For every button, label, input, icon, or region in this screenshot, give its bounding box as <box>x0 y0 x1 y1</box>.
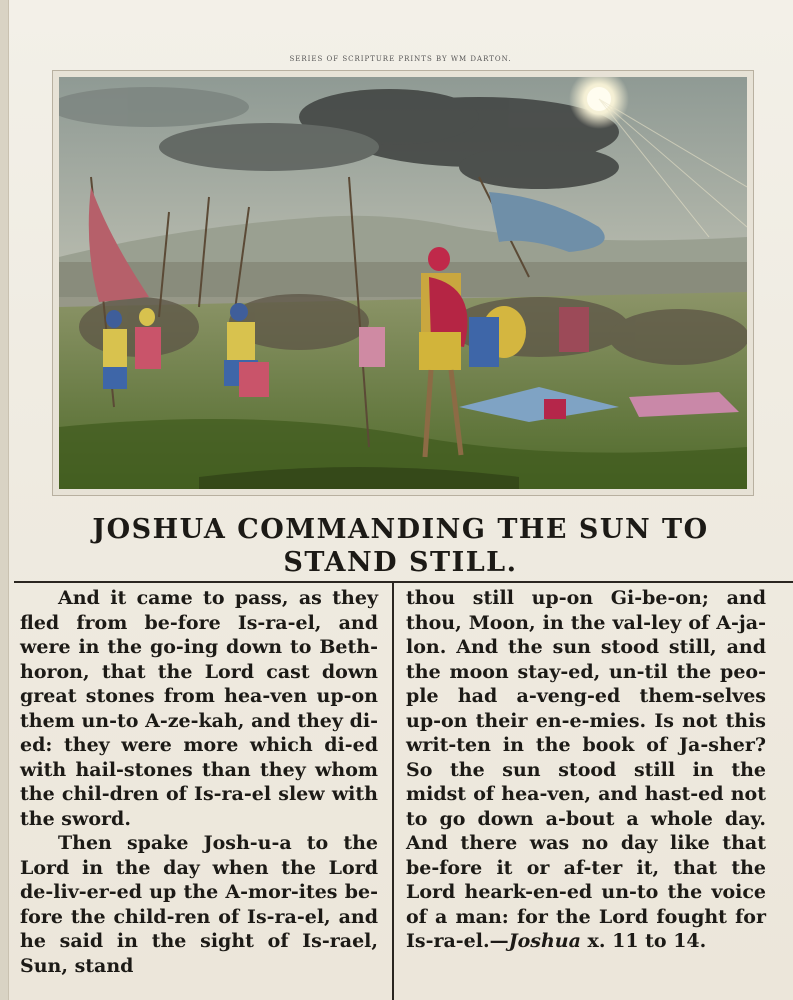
left-column <box>20 586 378 978</box>
right-column <box>406 586 766 954</box>
right-paragraph <box>406 586 766 954</box>
battle-illustration <box>59 77 747 489</box>
page-title <box>28 513 773 579</box>
right-paragraph-text: thou still up-on Gi-be-on; and thou, Moon, in the val-ley of A-ja-lon. And the sun stood still, and the moon stay-ed, un-til the peo-ple had a-veng-ed them-selves up-on their en-e-mies. Is not this writ-ten in the book of Ja-sher? So the sun stood still in the midst of hea-ven, and hast-ed not to go down a-bout a whole day. And there was no day like that be-fore it or af-ter it, that the Lord heark-en-ed un-to the voice of a man: for the Lord fought for Is-ra-el.— <box>406 587 766 952</box>
illustration-plate <box>52 70 754 496</box>
column-divider <box>392 583 394 1000</box>
left-paragraph-1: And it came to pass, as they fled from be-fore Is-ra-el, and were in the go-ing down to Beth-horon, that the Lord cast down great stones from hea-ven up-on them un-to A-ze-kah, and they di-ed: they were more which di-ed with hail-stones than they whom the chil-dren of Is-ra-el slew with the sword. <box>20 587 378 830</box>
title-line-1: JOSHUA COMMANDING THE SUN TO <box>92 514 709 545</box>
print-sheet <box>8 0 793 1000</box>
left-paragraph-2: Then spake Josh-u-a to the Lord in the day when the Lord de-liv-er-ed up the A-mor-ites be-fore the child-ren of Is-ra-el, and he said in the sight of Is-rael, Sun, stand <box>20 832 378 977</box>
scripture-reference-book: Joshua <box>508 930 581 952</box>
scripture-reference-verses: x. 11 to 14. <box>580 930 707 952</box>
print-credit: SERIES OF SCRIPTURE PRINTS BY WM DARTON. <box>289 55 512 63</box>
title-line-2: STAND STILL. <box>283 547 518 578</box>
header-rule <box>14 581 793 583</box>
